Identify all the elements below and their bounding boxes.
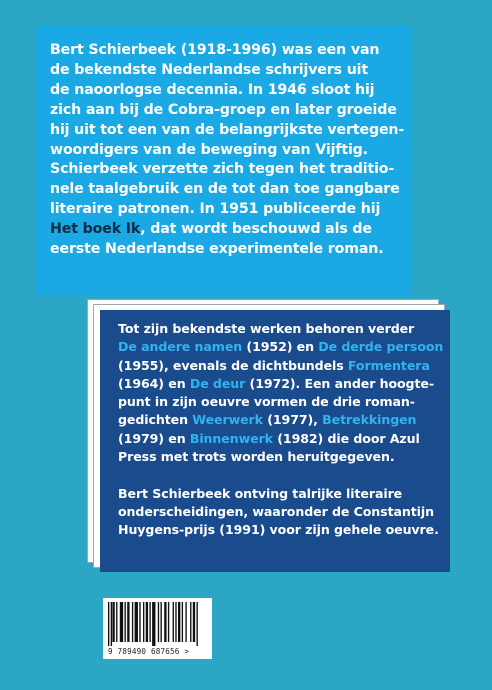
barcode-bar [135, 602, 138, 642]
bio-line: woordigers van de beweging van Vijftig. [50, 141, 368, 158]
bio-line: de naoorlogse decennia. In 1946 sloot hij [50, 81, 375, 98]
isbn-number: 9 789490 687656 > [108, 647, 190, 656]
barcode-bar [190, 602, 191, 642]
barcode-bar [125, 602, 126, 642]
bio-line-text: , dat wordt beschouwd als de [140, 221, 372, 238]
book-title: De deur [189, 375, 246, 391]
awards-line: onderscheidingen, waaronder de Constantijn [118, 504, 434, 520]
works-line [118, 411, 442, 429]
barcode-bar [158, 602, 159, 642]
barcode-bar [111, 602, 112, 646]
works-line-text: gedichten [118, 412, 193, 428]
bio-line: zich aan bij de Cobra-groep en later groeide [50, 101, 397, 118]
barcode-bar [185, 602, 186, 642]
barcode-bar [152, 602, 155, 646]
works-line-text: (1977), [262, 412, 323, 428]
barcode-bar [173, 602, 174, 642]
works-line-text: (1979) en [118, 430, 190, 446]
bio-line: Bert Schierbeek (1918-1996) was een van [50, 42, 380, 58]
barcode-bar [164, 602, 166, 642]
bio-line [50, 220, 401, 240]
barcode-bar [193, 602, 195, 642]
book-title: Betrekkingen [322, 412, 417, 428]
barcode-bar [132, 602, 133, 642]
barcode-bar [197, 602, 198, 646]
works-line-text: (1982) die door Azul [272, 430, 420, 446]
barcode-bar [112, 602, 114, 642]
paragraph-gap [118, 466, 442, 485]
book-title: De andere namen [118, 339, 243, 355]
book-title: Weerwerk [192, 412, 263, 428]
bio-line: de bekendste Nederlandse schrijvers uit [50, 61, 369, 78]
works-line-text: (1952) en [242, 339, 319, 355]
barcode-bar [149, 602, 150, 642]
isbn-barcode [103, 598, 212, 659]
works-line [118, 338, 442, 356]
works-line-text: (1955), evenals de dichtbundels [118, 357, 348, 373]
barcode-bar [182, 602, 183, 642]
works-line: Press met trots worden heruitgegeven. [118, 449, 395, 465]
barcode-bar [168, 602, 169, 642]
awards-line: Huygens-prijs (1991) voor zijn gehele oeuvre. [118, 522, 439, 538]
works-line: Tot zijn bekendste werken behoren verder [118, 321, 415, 336]
bio-line: eerste Nederlandse experimentele roman. [50, 241, 384, 258]
barcode-bar [139, 602, 140, 642]
barcode-bar [143, 602, 144, 642]
awards-line: Bert Schierbeek ontving talrijke literaire [118, 485, 403, 501]
barcode-bar [116, 602, 117, 642]
works-line [118, 357, 442, 375]
barcode-bar [108, 602, 109, 646]
bio-line: Schierbeek verzette zich tegen het traditio- [50, 161, 395, 178]
bio-line: literaire patronen. In 1951 publiceerde hij [50, 201, 381, 218]
barcode-bar [127, 602, 129, 642]
barcode-bars [108, 602, 207, 646]
book-title: Binnenwerk [189, 430, 273, 446]
book-title: Formentera [347, 357, 430, 373]
barcode-bar [178, 602, 180, 642]
biography-panel [35, 25, 411, 296]
works-line: punt in zijn oeuvre vormen de drie roman- [118, 394, 415, 410]
barcode-bar [175, 602, 176, 642]
barcode-bar [161, 602, 162, 642]
works-line-text: (1964) en [118, 375, 190, 391]
barcode-bar [146, 602, 148, 642]
works-line [118, 375, 442, 393]
bio-line: hij uit tot een van de belangrijkste vertegen- [50, 121, 405, 138]
works-panel [100, 310, 450, 572]
works-line-text: (1972). Een ander hoogte- [245, 375, 434, 391]
book-title: De derde persoon [318, 339, 444, 355]
book-title-het-boek-ik: Het boek Ik [50, 221, 141, 238]
bio-line: nele taalgebruik en de tot dan toe gangbare [50, 181, 400, 198]
barcode-bar [120, 602, 123, 642]
works-line [118, 430, 442, 448]
